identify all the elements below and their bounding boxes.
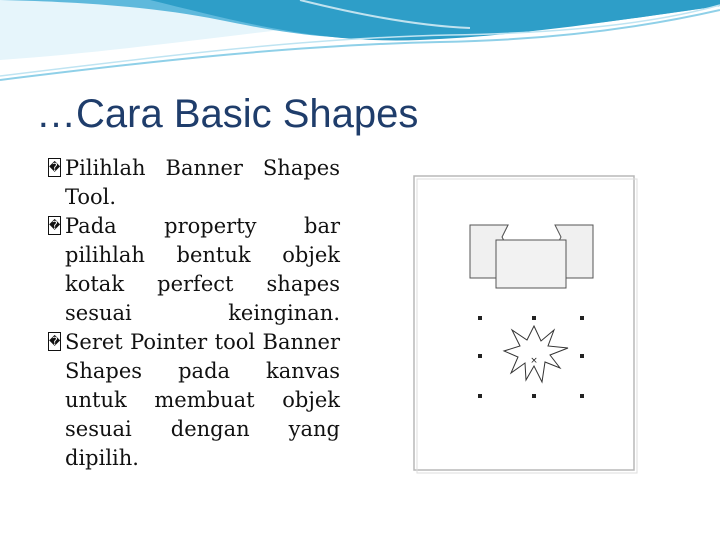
header-wave-decoration [0, 0, 720, 90]
bullet-item-1 [48, 154, 340, 212]
bullet-item-3 [48, 328, 340, 473]
bullet-list [48, 154, 340, 473]
bullet-item-2 [48, 212, 340, 328]
bullet-text: Pada property bar pilihlah bentuk objek kotak perfect shapes sesuai keinginan. [65, 214, 340, 325]
slide-title: …Cara Basic Shapes [36, 92, 419, 136]
bullet-marker-icon: � [48, 216, 61, 235]
shapes-illustration [408, 170, 640, 480]
bullet-marker-icon: � [48, 332, 61, 351]
bullet-marker-icon: � [48, 158, 61, 177]
bullet-text: Pilihlah Banner Shapes Tool. [65, 156, 340, 209]
center-cross-icon: × [530, 356, 538, 366]
bullet-text: Seret Pointer tool Banner Shapes pada kanvas untuk membuat objek sesuai dengan yang dipilih. [65, 330, 340, 470]
canvas-page [414, 176, 634, 470]
